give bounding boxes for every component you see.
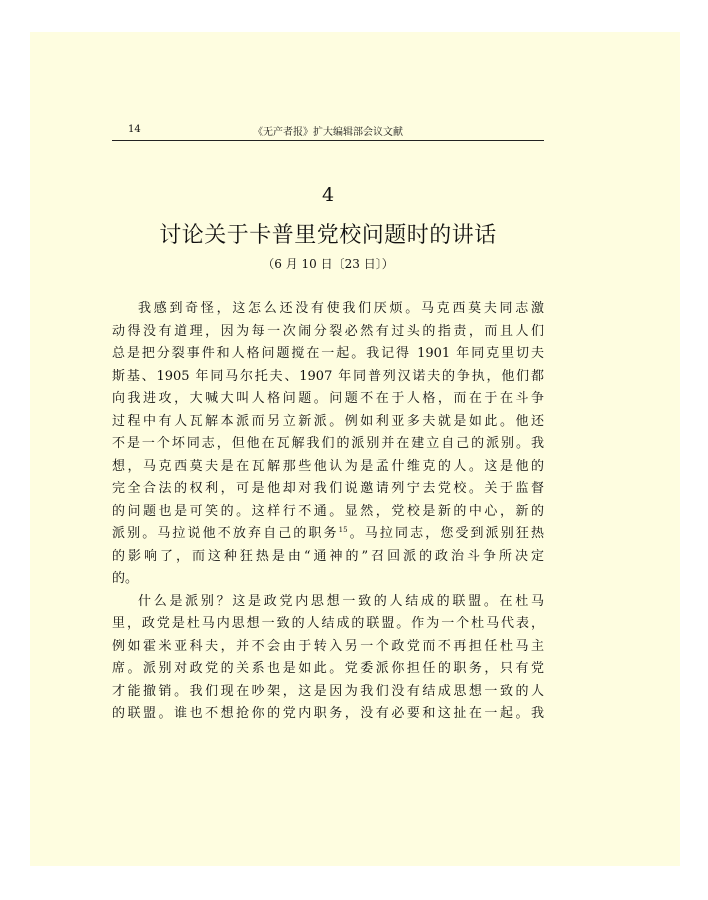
paragraph-2-line-4: 席。派别对政党的关系也是如此。党委派你担任的职务，只有党 [112,661,544,676]
paragraph-2-line-5: 才能撤销。我们现在吵架，这是因为我们没有结成思想一致的人 [112,683,544,699]
paragraph-2-line-3: 例如霍米亚科夫，并不会由于转入另一个政党而不再担任杜马主 [112,638,544,654]
paragraph-1-line-2: 动得没有道理，因为每一次闹分裂必然有过头的指责，而且人们 [112,323,544,339]
paragraph-1-line-3: 总是把分裂事件和人格问题搅在一起。我记得 1901 年同克里切夫 [112,346,544,361]
body-text [112,298,544,726]
paragraph-1-line-11 [112,523,544,546]
running-title: 《无产者报》扩大编辑部会议文献 [253,127,403,138]
line-text: 派别。马拉说他不放弃自己的职务 [112,526,339,541]
paragraph-1-line-10: 的问题也是可笑的。这样行不通。显然，党校是新的中心，新的 [112,503,544,519]
paragraph-1-line-12: 的影响了，而这种狂热是由“通神的”召回派的政治斗争所决定 [112,548,544,564]
page-number: 14 [128,124,141,135]
paragraph-1-line-6: 过程中有人瓦解本派而另立新派。例如利亚多夫就是如此。他还 [112,413,544,429]
paragraph-1-line-1: 我感到奇怪，这怎么还没有使我们厌烦。马克西莫夫同志激 [138,301,544,316]
paragraph-1-line-8: 想，马克西莫夫是在瓦解那些他认为是孟什维克的人。这是他的 [112,458,544,474]
paragraph-1-line-4: 斯基、1905 年同马尔托夫、1907 年同普列汉诺夫的争执，他们都 [112,368,544,384]
line-text: 。马拉同志，您受到派别狂热 [347,526,544,541]
section-number: 4 [321,184,335,206]
date-line: （6 月 10 日〔23 日〕） [262,257,394,271]
paragraph-1-line-13: 的。 [112,571,139,586]
paragraph-1-line-9: 完全合法的权利，可是他却对我们说邀请列宁去党校。关于监督 [112,481,544,496]
chapter-title: 讨论关于卡普里党校问题时的讲话 [159,223,497,248]
paragraph-2-line-2: 里，政党是杜马内思想一致的人结成的联盟。作为一个杜马代表， [112,616,544,631]
paragraph-1-line-7: 不是一个坏同志，但他在瓦解我们的派别并在建立自己的派别。我 [112,436,544,451]
paragraph-1-line-5: 向我进攻，大喊大叫人格问题。问题不在于人格，而在于在斗争 [112,391,544,406]
page-header [112,120,544,141]
paragraph-2-line-6: 的联盟。谁也不想抢你的党内职务，没有必要和这扯在一起。我 [112,706,544,721]
footnote-reference[interactable]: 15 [338,526,348,534]
paragraph-2-line-1: 什么是派别？这是政党内思想一致的人结成的联盟。在杜马 [138,593,544,609]
